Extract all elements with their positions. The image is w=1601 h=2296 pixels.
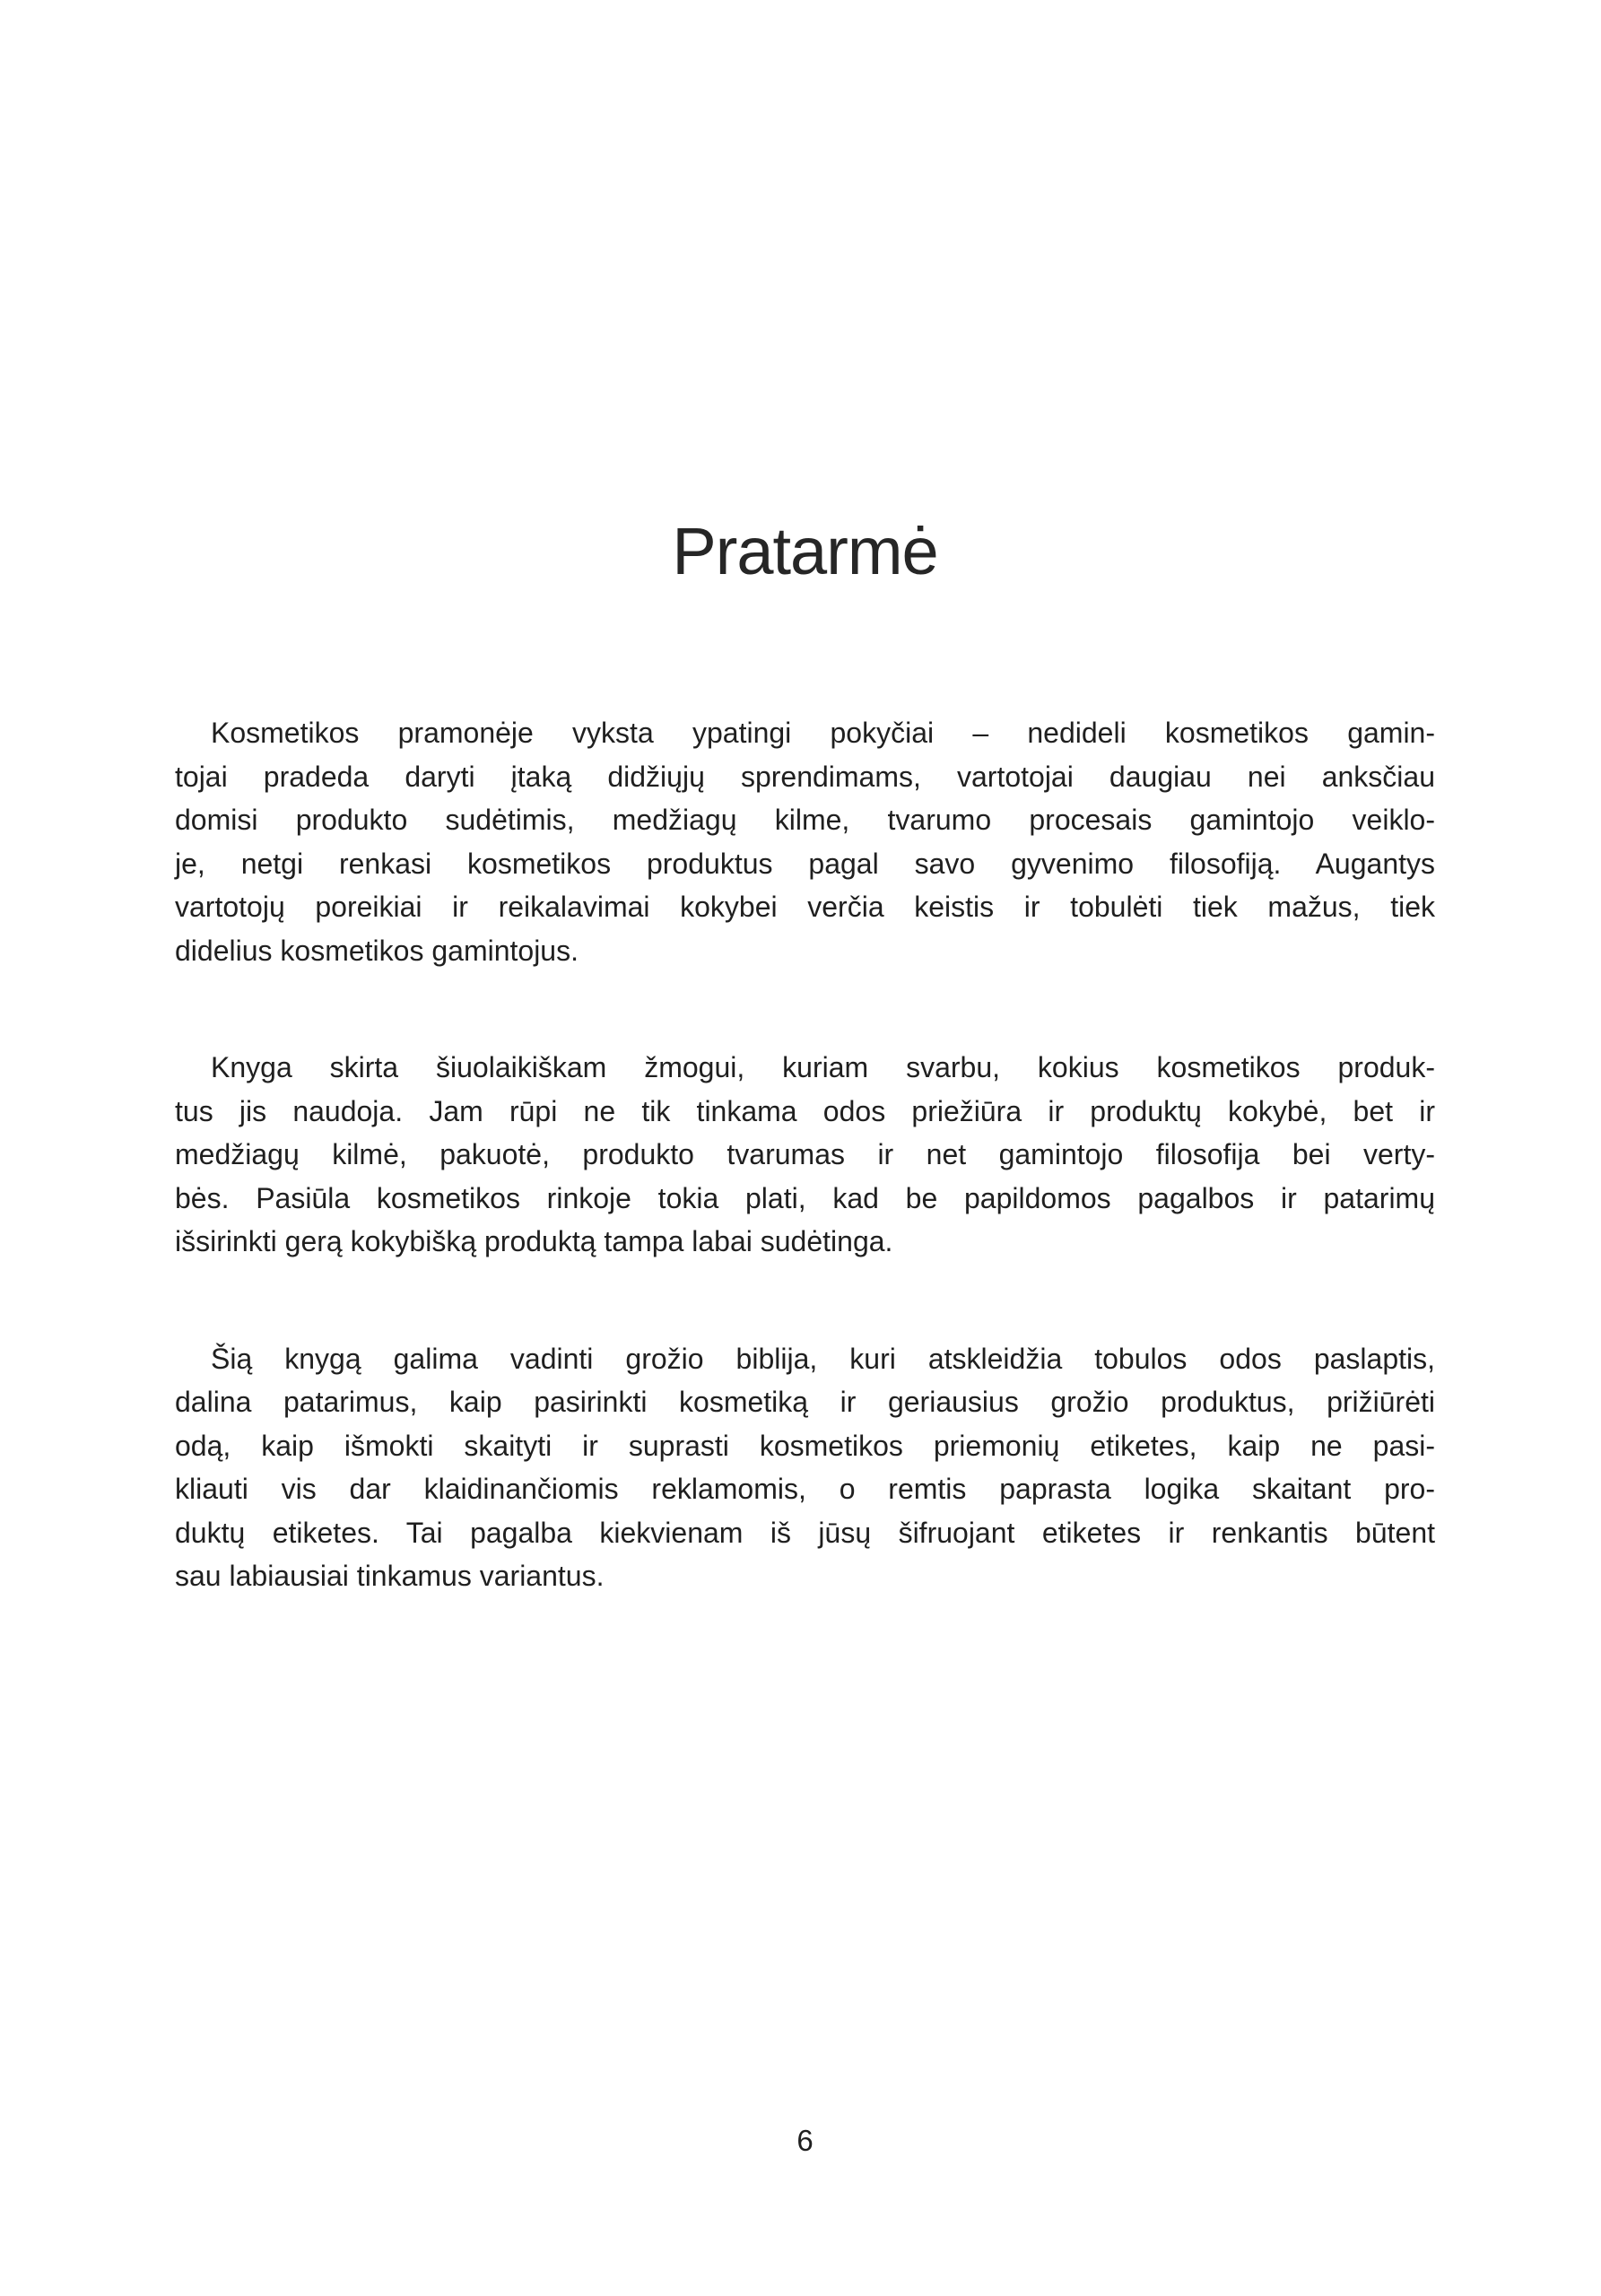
text-line: Kosmetikos pramonėje vyksta ypatingi pokyčiai – nedideli kosmetikos gamin- — [211, 717, 1435, 749]
body-text — [175, 711, 1435, 1672]
text-line: išsirinkti gerą kokybišką produktą tampa labai sudėtinga. — [175, 1225, 893, 1257]
text-line: Knyga skirta šiuolaikiškam žmogui, kuriam svarbu, kokius kosmetikos produk- — [211, 1051, 1435, 1083]
page-title: Pratarmė — [672, 513, 938, 588]
text-line: duktų etiketes. Tai pagalba kiekvienam iš jūsų šifruojant etiketes ir renkantis būtent — [175, 1516, 1435, 1549]
text-line: didelius kosmetikos gamintojus. — [175, 934, 579, 967]
text-line: medžiagų kilmė, pakuotė, produkto tvarumas ir net gamintojo filosofija bei verty- — [175, 1138, 1435, 1170]
paragraph — [175, 1046, 1435, 1264]
text-line: bės. Pasiūla kosmetikos rinkoje tokia plati, kad be papildomos pagalbos ir patarimų — [175, 1181, 1435, 1214]
text-line: kliauti vis dar klaidinančiomis reklamomis, o remtis paprasta logika skaitant pro- — [175, 1473, 1435, 1505]
text-line: tus jis naudoja. Jam rūpi ne tik tinkama odos priežiūra ir produktų kokybė, bet ir — [175, 1094, 1435, 1127]
text-line: Šią knygą galima vadinti grožio biblija, kuri atskleidžia tobulos odos paslaptis, — [211, 1342, 1435, 1375]
page-number: 6 — [796, 2124, 814, 2157]
text-line: tojai pradeda daryti įtaką didžiųjų sprendimams, vartotojai daugiau nei anksčiau — [175, 760, 1435, 793]
paragraph — [175, 1337, 1435, 1598]
text-line: sau labiausiai tinkamus variantus. — [175, 1560, 605, 1592]
text-line: odą, kaip išmokti skaityti ir suprasti kosmetikos priemonių etiketes, kaip ne pasi- — [175, 1429, 1435, 1462]
text-line: dalina patarimus, kaip pasirinkti kosmetiką ir geriausius grožio produktus, prižiūrėti — [175, 1386, 1435, 1418]
paragraph — [175, 711, 1435, 972]
text-line: domisi produkto sudėtimis, medžiagų kilme, tvarumo procesais gamintojo veiklo- — [175, 804, 1435, 836]
text-line: vartotojų poreikiai ir reikalavimai kokybei verčia keistis ir tobulėti tiek mažus, tiek — [175, 891, 1435, 923]
text-line: je, netgi renkasi kosmetikos produktus pagal savo gyvenimo filosofiją. Augantys — [175, 847, 1435, 880]
